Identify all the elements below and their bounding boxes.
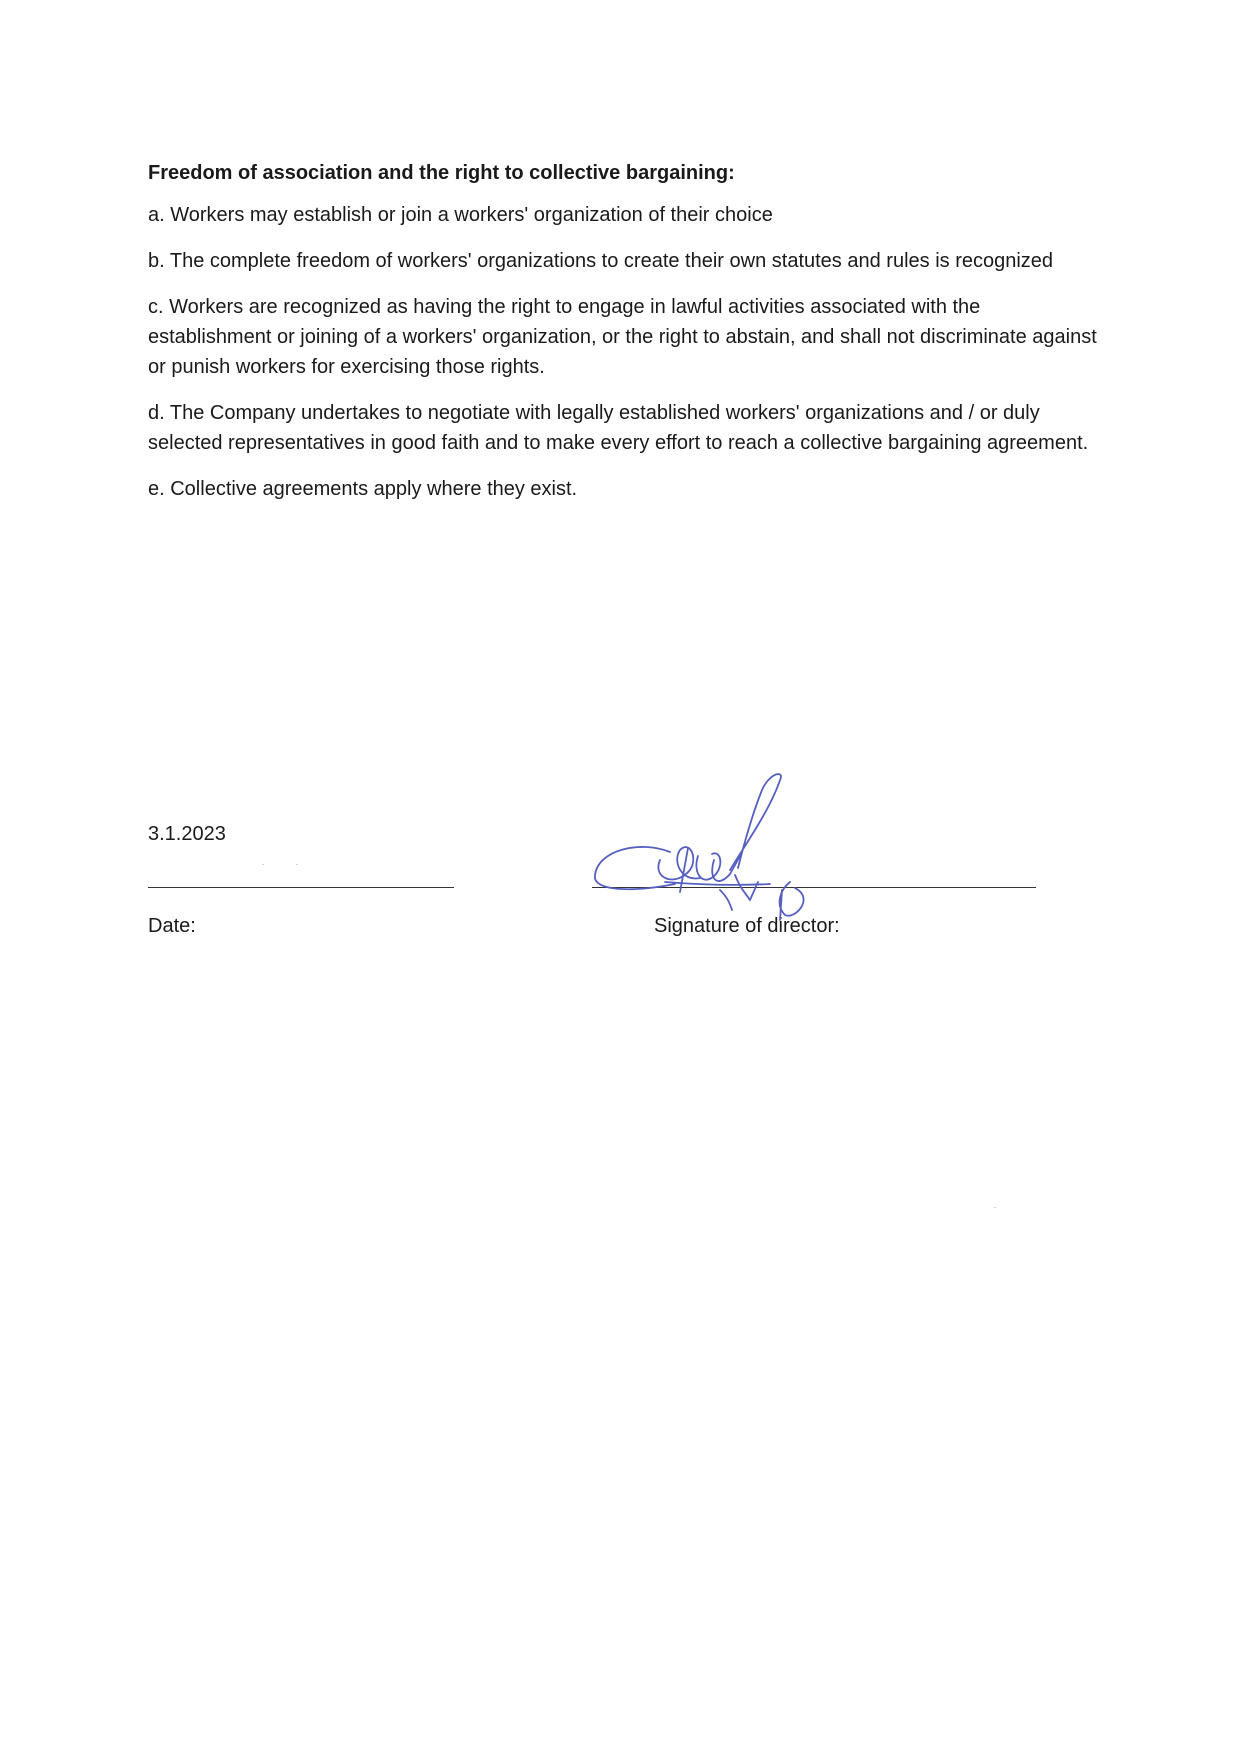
signature-label: Signature of director:	[654, 915, 840, 937]
document-body	[148, 158, 1108, 520]
scan-speck	[994, 1207, 996, 1208]
date-value: 3.1.2023	[148, 823, 226, 845]
handwritten-signature	[580, 770, 860, 940]
scan-speck	[296, 864, 298, 865]
signature-strokes	[595, 774, 804, 920]
scan-speck	[262, 864, 264, 865]
clause-e: e. Collective agreements apply where they exist.	[148, 478, 578, 500]
clause-a: a. Workers may establish or join a workers' organization of their choice	[148, 204, 773, 226]
clause-c: c. Workers are recognized as having the right to engage in lawful activities associated with the establishment or joining of a workers' organization, or the right to abstain, and shall not discriminate against or punish workers for exercising those rights.	[148, 296, 1097, 378]
clause-b: b. The complete freedom of workers' organizations to create their own statutes and rules is recognized	[148, 250, 1054, 272]
clause-d: d. The Company undertakes to negotiate with legally established workers' organizations and / or duly selected representatives in good faith and to make every effort to reach a collective bargaining agreement.	[148, 402, 1089, 454]
date-line	[148, 887, 454, 888]
section-heading: Freedom of association and the right to collective bargaining:	[148, 162, 735, 184]
date-label: Date:	[148, 915, 196, 937]
